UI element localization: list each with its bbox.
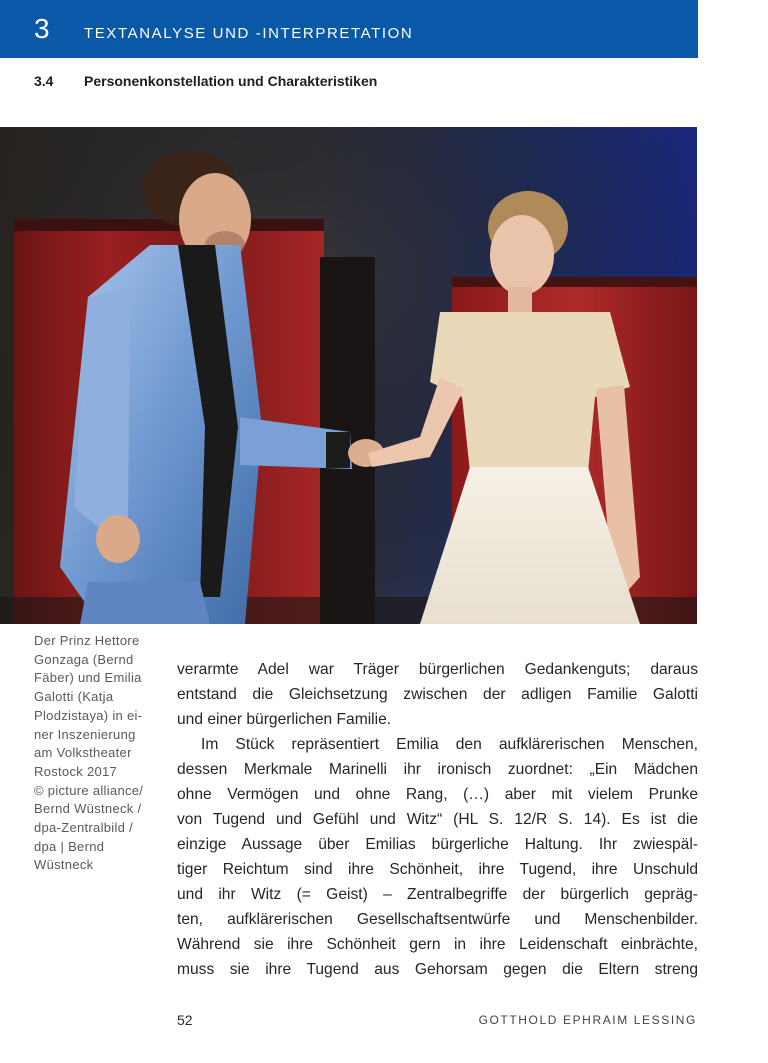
caption-line: Gonzaga (Bernd	[34, 651, 134, 667]
body-text	[177, 657, 698, 982]
body-line: Während sie ihre Schönheit gern in ihre Leidenschaft einbrächte,	[177, 936, 698, 953]
body-line: und einer bürgerlichen Familie.	[177, 711, 392, 728]
body-line: einzige Aussage über Emilias bürgerliche Haltung. Ihr zwiespäl-	[177, 836, 698, 853]
body-line: entstand die Gleichsetzung zwischen der adligen Familie Galotti	[177, 686, 698, 703]
chapter-header-bar	[0, 0, 698, 58]
stage-photo-illustration	[0, 127, 697, 624]
caption-line: dpa-Zentralbild /	[34, 820, 134, 836]
caption-line: Bernd Wüstneck /	[34, 801, 142, 817]
caption-line: Rostock 2017	[34, 763, 118, 779]
footer-author: GOTTHOLD EPHRAIM LESSING	[478, 1013, 697, 1027]
caption-line: Wüstneck	[34, 857, 94, 873]
caption-line: ner Inszenierung	[34, 726, 136, 742]
body-line: von Tugend und Gefühl und Witz“ (HL S. 12/R S. 14). Es ist die	[177, 811, 698, 828]
body-line: Im Stück repräsentiert Emilia den aufklärerischen Menschen,	[201, 736, 698, 753]
body-line: ohne Vermögen und ohne Rang, (…) aber mit vielem Prunke	[177, 786, 698, 803]
chapter-number: 3	[34, 13, 50, 44]
chapter-title: TEXTANALYSE UND -INTERPRETATION	[84, 25, 414, 42]
caption-line: Fäber) und Emilia	[34, 670, 142, 686]
photo-caption	[34, 632, 164, 875]
caption-line: dpa | Bernd	[34, 838, 105, 854]
caption-line: Plodzistaya) in ei-	[34, 707, 143, 723]
caption-line: Der Prinz Hettore	[34, 633, 140, 648]
caption-line: am Volkstheater	[34, 745, 132, 761]
body-line: muss sie ihre Tugend aus Gehorsam gegen die Eltern streng	[177, 961, 698, 978]
body-line: verarmte Adel war Träger bürgerlichen Gedankenguts; daraus	[177, 661, 698, 678]
section-number: 3.4	[34, 73, 54, 89]
body-line: ten, aufklärerischen Gesellschaftsentwürfe und Menschenbilder.	[177, 911, 698, 928]
body-line: dessen Merkmale Marinelli ihr ironisch zuordnet: „Ein Mädchen	[177, 761, 698, 778]
caption-line: Galotti (Katja	[34, 689, 114, 705]
body-line: tiger Reichtum sind ihre Schönheit, ihre Tugend, ihre Unschuld	[177, 861, 698, 878]
body-line: und ihr Witz (= Geist) – Zentralbegriffe der bürgerlich gepräg-	[177, 886, 698, 903]
page-number: 52	[177, 1012, 193, 1028]
section-title: Personenkonstellation und Charakteristiken	[84, 73, 378, 89]
caption-line: © picture alliance/	[34, 782, 144, 798]
stage-photo	[0, 127, 697, 624]
